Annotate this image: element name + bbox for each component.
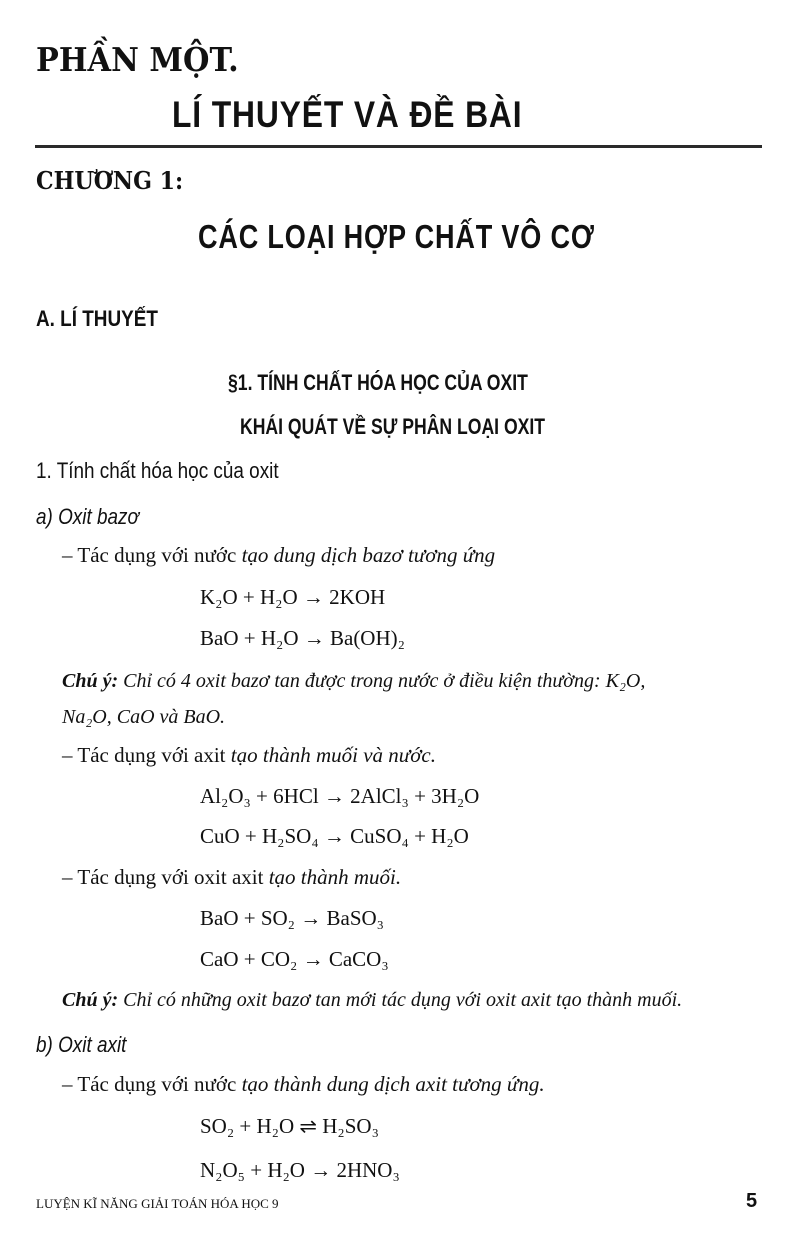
note-label: Chú ý:: [62, 670, 119, 692]
part-title: LÍ THUYẾT VÀ ĐỀ BÀI: [172, 94, 523, 135]
part-label: PHẦN MỘT.: [36, 40, 239, 79]
page-number: 5: [746, 1190, 758, 1212]
subheading-basic-oxide: a) Oxit bazơ: [36, 504, 139, 529]
equation: SO₂ + H₂O ⇌ H₂SO₃: [200, 1114, 379, 1138]
section-label: A. LÍ THUYẾT: [36, 306, 158, 331]
bullet-lead: – Tác dụng với axit: [62, 743, 231, 767]
equation: BaO + SO₂ → BaSO₃: [200, 906, 384, 930]
bullet-italic: tạo dung dịch bazơ tương ứng: [241, 543, 496, 567]
bullet-lead: – Tác dụng với nước: [62, 1072, 242, 1096]
bullet-acidic-oxide-water: [62, 1072, 545, 1097]
section-title-line2: KHÁI QUÁT VỀ SỰ PHÂN LOẠI OXIT: [240, 414, 546, 439]
bullet-lead: – Tác dụng với oxit axit: [62, 865, 269, 889]
subheading-acidic-oxide: b) Oxit axit: [36, 1032, 127, 1057]
equation: N₂O₅ + H₂O → 2HNO₃: [200, 1158, 400, 1182]
note-label: Chú ý:: [62, 989, 119, 1011]
equation: CaO + CO₂ → CaCO₃: [200, 947, 389, 971]
bullet-basic-oxide-water: [62, 543, 495, 568]
note-2: [62, 989, 682, 1012]
chapter-label: CHƯƠNG 1:: [36, 166, 184, 195]
equation: CuO + H₂SO₄ → CuSO₄ + H₂O: [200, 824, 469, 848]
heading-chemical-properties: 1. Tính chất hóa học của oxit: [36, 458, 279, 483]
section-title-line1: §1. TÍNH CHẤT HÓA HỌC CỦA OXIT: [228, 370, 528, 395]
horizontal-rule: [35, 145, 762, 148]
bullet-lead: – Tác dụng với nước: [62, 543, 242, 567]
chapter-title: CÁC LOẠI HỢP CHẤT VÔ CƠ: [198, 218, 595, 255]
bullet-italic: tạo thành muối và nước.: [230, 743, 437, 767]
equation: K₂O + H₂O → 2KOH: [200, 585, 386, 609]
bullet-basic-oxide-acidic-oxide: [62, 865, 401, 890]
note-text: Chỉ có 4 oxit bazơ tan được trong nước ở điều kiện thường: K₂O,: [118, 670, 646, 692]
note-line2: Na₂O, CaO và BaO.: [62, 706, 226, 728]
footer-book-title: LUYỆN KĨ NĂNG GIẢI TOÁN HÓA HỌC 9: [36, 1196, 279, 1211]
bullet-italic: tạo thành muối.: [268, 865, 402, 889]
equation: Al₂O₃ + 6HCl → 2AlCl₃ + 3H₂O: [200, 784, 480, 808]
note-text: Chỉ có những oxit bazơ tan mới tác dụng với oxit axit tạo thành muối.: [118, 989, 683, 1011]
bullet-italic: tạo thành dung dịch axit tương ứng.: [241, 1072, 545, 1096]
bullet-basic-oxide-acid: [62, 743, 436, 768]
equation: BaO + H₂O → Ba(OH)₂: [200, 626, 405, 650]
note-line1: [62, 670, 645, 693]
